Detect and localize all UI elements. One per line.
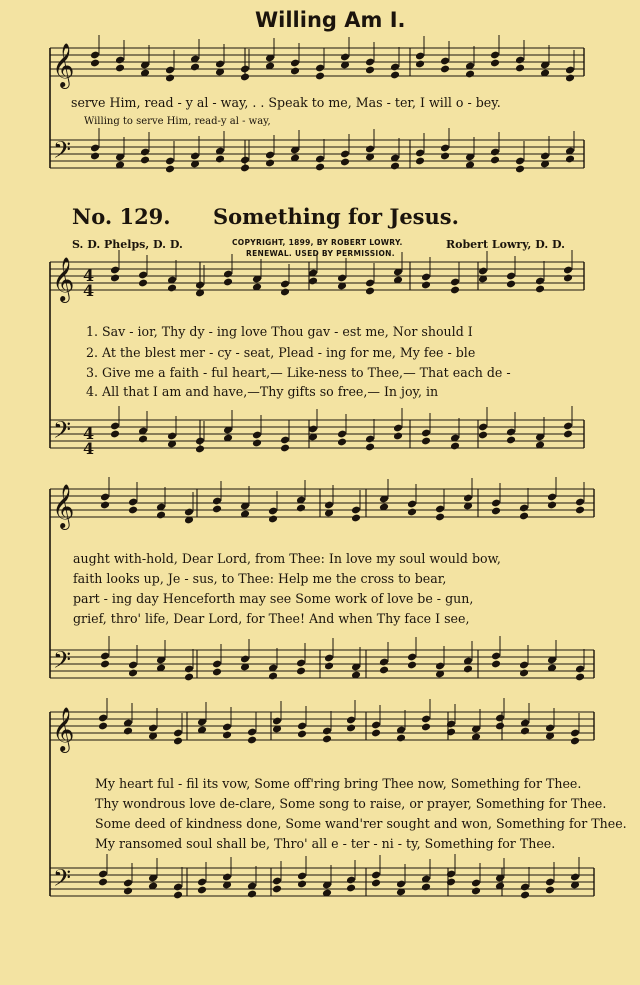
svg-text:𝄢: 𝄢 [53, 646, 72, 679]
verse-4-line-3: My ransomed soul shall be, Thro' all e - ter - ni - ty, Something for Thee. [95, 836, 556, 851]
svg-text:𝄞: 𝄞 [52, 707, 75, 751]
svg-text:𝄞: 𝄞 [52, 484, 75, 528]
verse-1-line-1: 1. Sav - ior, Thy dy - ing love Thou gav - est me, Nor should I [86, 324, 473, 339]
verse-4-line-2: grief, thro' life, Dear Lord, for Thee! And when Thy face I see, [73, 611, 470, 626]
svg-text:4: 4 [83, 281, 95, 300]
svg-text:𝄢: 𝄢 [53, 416, 72, 449]
hymn-number: No. 129. [72, 204, 171, 229]
copyright-line-1: COPYRIGHT, 1899, BY ROBERT LOWRY. [232, 238, 403, 247]
verse-1-line-2: aught with-hold, Dear Lord, from Thee: In love my soul would bow, [73, 551, 501, 566]
top-hymn-sub-lyric: Willing to serve Him, read-y al - way, [84, 116, 271, 127]
top-hymn-lyric: serve Him, read - y al - way, . . Speak to me, Mas - ter, I will o - bey. [71, 95, 501, 110]
verse-3-line-1: 3. Give me a faith - ful heart,— Like-ness to Thee,— That each de - [86, 365, 511, 380]
verse-2-line-1: 2. At the blest mer - cy - seat, Plead - ing for me, My fee - ble [86, 345, 476, 360]
verse-2-line-3: Thy wondrous love de-clare, Some song to raise, or prayer, Something for Thee. [95, 796, 607, 811]
hymn-composer: Robert Lowry, D. D. [446, 238, 565, 251]
hymn-author: S. D. Phelps, D. D. [72, 238, 183, 251]
top-hymn-title: Willing Am I. [255, 8, 406, 32]
svg-text:4: 4 [83, 424, 95, 443]
svg-text:𝄞: 𝄞 [52, 257, 75, 301]
verse-3-line-2: part - ing day Henceforth may see Some work of love be - gun, [73, 591, 474, 606]
hymn-title: Something for Jesus. [213, 204, 459, 229]
verse-3-line-3: Some deed of kindness done, Some wand'rer sought and won, Something for Thee. [95, 816, 627, 831]
copyright-line-2: RENEWAL. USED BY PERMISSION. [246, 249, 395, 258]
verse-2-line-2: faith looks up, Je - sus, to Thee: Help me the cross to bear, [73, 571, 447, 586]
verse-1-line-3: My heart ful - fil its vow, Some off'ring bring Thee now, Something for Thee. [95, 776, 582, 791]
svg-text:4: 4 [83, 439, 95, 458]
svg-text:𝄢: 𝄢 [53, 864, 72, 897]
svg-text:𝄢: 𝄢 [53, 136, 72, 169]
svg-text:𝄞: 𝄞 [52, 43, 75, 87]
verse-4-line-1: 4. All that I am and have,—Thy gifts so free,— In joy, in [86, 384, 439, 399]
svg-text:4: 4 [83, 266, 95, 285]
